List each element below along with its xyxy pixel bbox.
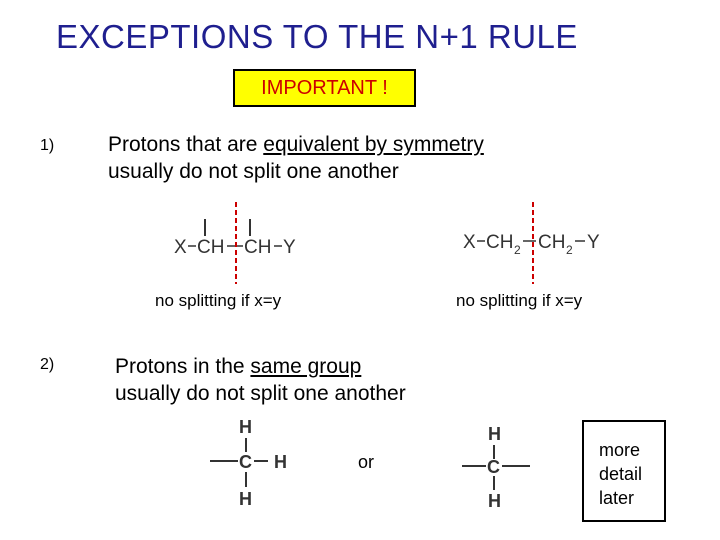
point-2-number: 2) (40, 356, 55, 373)
s2-ch2a-label: CH (486, 232, 514, 253)
note-line-3: later (599, 488, 635, 508)
methyl-c: C (239, 452, 252, 472)
important-banner: IMPORTANT ! (233, 69, 416, 107)
page-title: EXCEPTIONS TO THE N+1 RULE (56, 18, 578, 55)
methylene-structure (462, 424, 530, 511)
or-text: or (358, 452, 375, 472)
methyl-top-h: H (239, 417, 252, 437)
point-1-line2: usually do not split one another (108, 160, 399, 183)
methyl-structure (210, 417, 287, 509)
point-2-underlined: same group (250, 355, 362, 378)
s1-ch2-label: CH (244, 237, 272, 258)
point-1-number: 1) (40, 137, 55, 154)
methyl-right-h: H (274, 452, 287, 472)
note-line-1: more (599, 440, 641, 460)
methylene-bottom-h: H (488, 491, 501, 511)
point-1-line1: Protons that are (108, 133, 264, 156)
point-1-underlined: equivalent by symmetry (263, 133, 484, 156)
example-2-caption: no splitting if x=y (456, 291, 583, 310)
structure-2 (463, 232, 600, 257)
methylene-c: C (487, 457, 500, 477)
s1-y-label: Y (283, 237, 296, 258)
methylene-top-h: H (488, 424, 501, 444)
s2-sub-a: 2 (514, 243, 521, 257)
s2-x-label: X (463, 232, 476, 253)
point-2-line1: Protons in the (115, 355, 251, 378)
note-line-2: detail (599, 464, 643, 484)
s1-ch1-label: CH (197, 237, 225, 258)
s2-y-label: Y (587, 232, 600, 253)
methyl-bottom-h: H (239, 489, 252, 509)
s2-sub-b: 2 (566, 243, 573, 257)
s1-x-label: X (174, 237, 187, 258)
point-2-line2: usually do not split one another (115, 382, 406, 405)
s2-ch2b-label: CH (538, 232, 566, 253)
example-1-caption: no splitting if x=y (155, 291, 282, 310)
